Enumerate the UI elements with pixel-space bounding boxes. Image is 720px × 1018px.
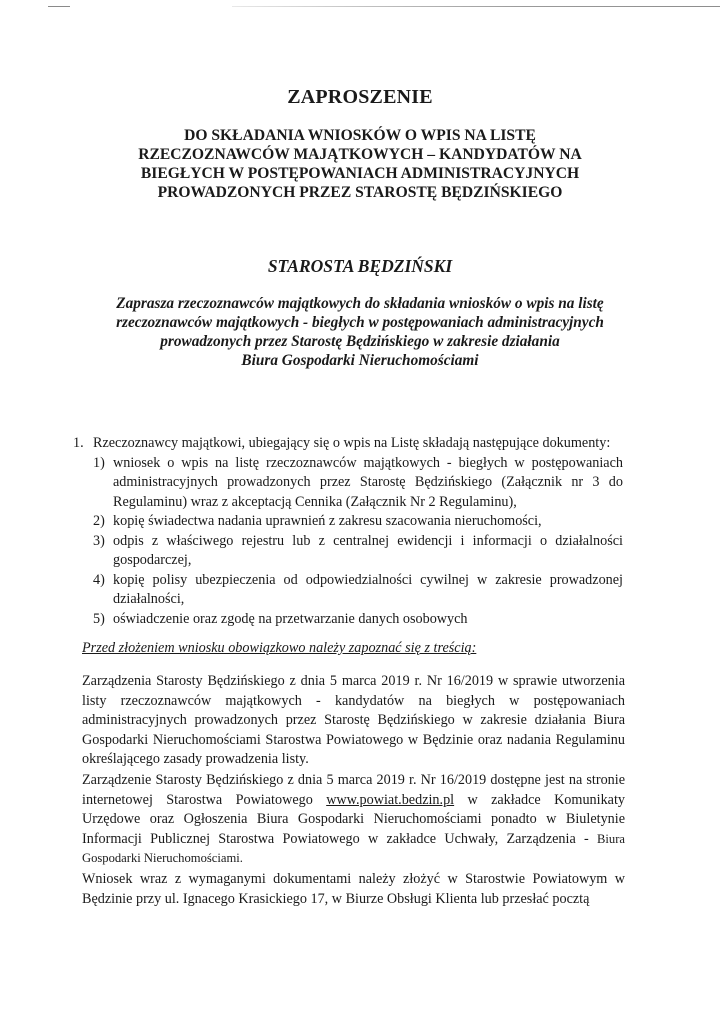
- subtitle-line: RZECZOZNAWCÓW MAJĄTKOWYCH – KANDYDATÓW NA: [138, 146, 582, 163]
- document-title: ZAPROSZENIE: [287, 86, 433, 108]
- scan-artifact-line: [232, 6, 720, 7]
- scan-artifact-line: [48, 6, 70, 7]
- subtitle-line: BIEGŁYCH W POSTĘPOWANIACH ADMINISTRACYJNYCH: [140, 165, 580, 182]
- list-item: [93, 512, 623, 532]
- item-number: 2): [93, 513, 105, 529]
- item-number: 5): [93, 610, 105, 627]
- subtitle-line: DO SKŁADANIA WNIOSKÓW O WPIS NA LISTĘ: [184, 127, 536, 144]
- invitation-line: rzeczoznawców majątkowych - biegłych w postępowaniach administracyjnych: [116, 314, 604, 331]
- invitation-text: [60, 294, 660, 370]
- list-item: [93, 454, 623, 513]
- paragraph-text: Zarządzenie Starosty Będzińskiego z dnia 5 marca 2019 r. Nr 16/2019 dostępne jest na stronie internetowej Starostwa Powiatowego: [82, 772, 625, 808]
- invitation-line: Biura Gospodarki Nieruchomościami: [241, 352, 479, 369]
- list-item: [93, 532, 623, 571]
- item-number: 4): [93, 571, 105, 588]
- submission-paragraph: Wniosek wraz z wymaganymi dokumentami należy złożyć w Starostwie Powiatowym w Będzinie przy ul. Ignacego Krasickiego 17, w Biurze Obsługi Klienta lub przesłać pocztą: [82, 871, 625, 907]
- mandatory-notice: Przed złożeniem wniosku obowiązkowo należy zapoznać się z treścią:: [82, 640, 477, 656]
- paragraph-text-small: Biura Gospodarki Nieruchomościami.: [82, 831, 625, 865]
- item-number: 3): [93, 532, 105, 549]
- requirements-list: [73, 434, 623, 629]
- document-subtitle: [90, 126, 630, 202]
- item-text: wniosek o wpis na listę rzeczoznawców majątkowych - biegłych w postępowaniach administracyjnych prowadzonych przez Starostę Będzińskiego (Załącznik nr 3 do Regulaminu) wraz z akceptacją Cennika (Załącznik Nr 2 Regulaminu),: [113, 454, 623, 510]
- availability-paragraph: [82, 771, 625, 869]
- item-text: kopię polisy ubezpieczenia od odpowiedzialności cywilnej w zakresie prowadzonej działalności,: [113, 571, 623, 607]
- invitation-line: prowadzonych przez Starostę Będzińskiego w zakresie działania: [160, 333, 560, 350]
- invitation-line: Zaprasza rzeczoznawców majątkowych do składania wniosków o wpis na listę: [116, 295, 604, 312]
- item-text: odpis z właściwego rejestru lub z centralnej ewidencji i informacji o działalności gospodarczej,: [113, 532, 623, 568]
- requirements-intro: Rzeczoznawcy majątkowi, ubiegający się o wpis na Listę składają następujące dokumenty:: [93, 435, 611, 451]
- subtitle-line: PROWADZONYCH PRZEZ STAROSTĘ BĘDZIŃSKIEGO: [157, 184, 563, 201]
- documents-sublist: [93, 454, 623, 630]
- item-text: oświadczenie oraz zgodę na przetwarzanie danych osobowych: [113, 610, 468, 627]
- website-link[interactable]: www.powiat.bedzin.pl: [326, 791, 455, 808]
- item-number: 1): [93, 454, 105, 471]
- item-text: kopię świadectwa nadania uprawnień z zakresu szacowania nieruchomości,: [113, 513, 542, 529]
- list-item: [93, 571, 623, 610]
- list-number: 1.: [73, 435, 84, 451]
- list-item: [93, 610, 623, 630]
- issuer-heading: STAROSTA BĘDZIŃSKI: [267, 256, 453, 276]
- regulation-paragraph: Zarządzenia Starosty Będzińskiego z dnia 5 marca 2019 r. Nr 16/2019 w sprawie utworzenia listy rzeczoznawców majątkowych - kandydatów na biegłych w postępowaniach administracyjnych prowadzonych przez Starostę Będzińskiego w zakresie działania Biura Gospodarki Nieruchomościami Starostwa Powiatowego w Będzinie oraz nadania Regulaminu określającego zasady prowadzenia listy.: [82, 673, 625, 767]
- paragraph-text: w zakładce Komunikaty Urzędowe oraz Ogłoszenia Biura Gospodarki Nieruchomościami ponadto w Biuletynie Informacji Publicznej Starostwa Powiatowego w zakładce Uchwały, Zarządzenia -: [82, 791, 625, 847]
